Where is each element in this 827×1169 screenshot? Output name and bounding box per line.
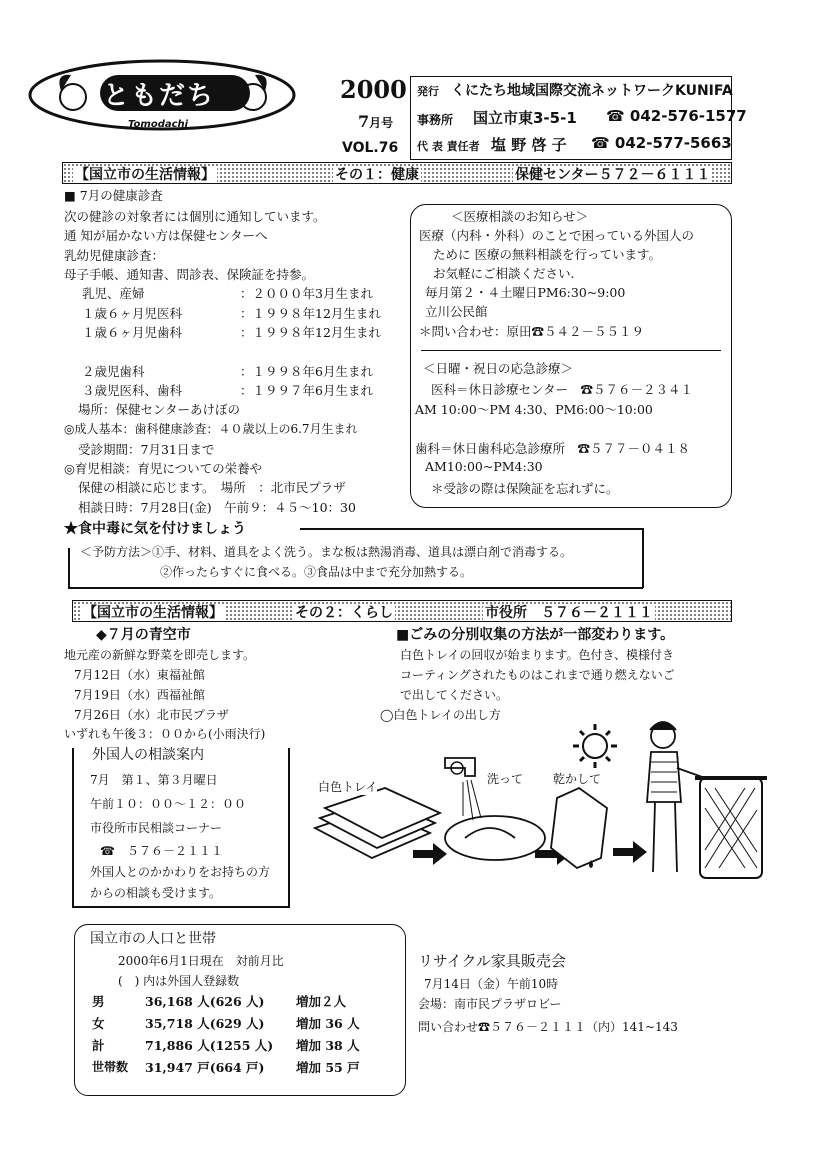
population-change: 増加２人 [296,994,347,1009]
garbage-title: ■ごみの分別収集の方法が一部変わります。 [396,627,675,643]
food-line: ②作ったらすぐに食べる。③食品は中まで充分加熱する。 [160,565,473,579]
publisher-box [410,76,747,160]
food-box-left [68,548,70,588]
schedule-value: ：１９９８年6月生まれ [240,364,373,379]
consult-line: 7月 第１、第３月曜日 [90,773,218,787]
illus-label-tray: 白色トレイ [318,780,378,794]
holiday-line: AM 10:00～PM 4:30、PM6:00～10:00 [415,402,653,417]
tray-note: ◯白色トレイの出し方 [380,708,501,722]
holiday-title: ＜日曜・祝日の応急診療＞ [423,361,574,376]
health-line: 次の健診の対象者には個別に通知しています。 [64,209,326,224]
schedule-label: 乳児、産婦 [82,286,145,301]
medical-line: 医療（内科・外科）のことで困っている外国人の [419,228,695,243]
garbage-line: で出してください。 [400,688,509,702]
population-value: 36,168 人(626 人) [145,994,265,1009]
health-place: 場所：保健センターあけぼの [78,402,241,417]
child-consult: 保健の相談に応じます。 場所 ：北市民プラザ [78,480,346,495]
schedule-label: １歳６ヶ月児医科 [82,306,183,321]
health-line: 母子手帳、通知書、問診表、保険証を持参。 [64,267,315,282]
population-value: 31,947 戸(664 戸) [145,1060,265,1075]
consult-title: 外国人の相談案内 [92,747,204,763]
publisher-name: くにたち地域国際交流ネットワークKUNIFA [451,83,733,99]
market-title: ◆７月の青空市 [96,627,191,643]
section1-band-part: その１：健康 [335,167,419,183]
tray-illustration [295,718,775,888]
schedule-label: １歳６ヶ月児歯科 [82,325,183,340]
child-consult: ◎育児相談：育児についての栄養や [64,461,263,476]
medical-title: ＜医療相談のお知らせ＞ [451,209,589,224]
office-address: 国立市東3-5-1 [473,109,577,127]
population-label: 男 [92,994,105,1009]
schedule-label: ３歳児医科、歯科 [82,383,183,398]
population-note: ( ) 内は外国人登録数 [118,974,240,988]
schedule-value: ：１９９８年12月生まれ [240,325,381,340]
adult-checkup: ◎成人基本：歯科健康診査：４０歳以上の6.7月生まれ [64,422,358,436]
market-item: 7月12日（水）東福祉館 [74,668,205,682]
population-label: 世帯数 [92,1060,129,1074]
section2-band-title: 【国立市の生活情報】 [83,605,223,621]
food-title: ★食中毒に気を付けましょう [64,521,246,537]
schedule-value: ：２０００年3月生まれ [240,286,373,301]
consult-box-right [288,748,290,908]
population-label: 女 [92,1016,105,1031]
population-label: 計 [92,1038,105,1053]
holiday-line: 医科＝休日診療センター ☎５７６－２３４１ [431,382,694,397]
illus-label-wash: 洗って [487,772,524,786]
health-line: 乳幼児健康診査： [64,248,165,263]
garbage-line: 白色トレイの回収が始まります。色付き、模様付き [400,648,674,662]
market-item: 7月26日（水）北市民プラザ [74,708,229,722]
schedule-label: ２歳児歯科 [82,364,145,379]
population-change: 増加 38 人 [296,1038,360,1053]
issue-volume: VOL.76 [342,140,399,156]
consult-line: 市役所市民相談コーナー [90,821,223,835]
recycle-place: 会場：南市民プラザロビー [418,997,562,1011]
market-intro: 地元産の新鮮な野菜を即売します。 [64,648,256,662]
population-value: 71,886 人(1255 人) [145,1038,274,1053]
logo-subtitle: Tomodachi [128,119,189,130]
food-line: ＜予防方法＞①手、材料、道具をよく洗う。まな板は熱湯消毒、道具は漂白剤で消毒する。 [80,545,573,559]
health-line: 通 知が届かない方は保健センターへ [64,228,268,243]
holiday-line: AM10:00~PM4:30 [425,459,543,474]
adult-period: 受診期間：7月31日まで [78,442,215,457]
consult-box-bottom [72,906,290,908]
tray-drawing [295,718,775,888]
schedule-value: ：１９９７年6月生まれ [240,383,373,398]
logo-text: ともだち [103,81,216,111]
medical-line: 立川公民館 [425,304,488,319]
medical-line: 毎月第２・４土曜日PM6:30~9:00 [425,285,626,300]
schedule-value: ：１９９８年12月生まれ [240,306,381,321]
illus-label-dry: 乾かして [553,772,602,786]
consult-phone: ☎ ５７６－２１１１ [100,844,223,858]
divider [421,350,721,351]
section2-band-contact: 市役所 ５７６－２１１１ [485,605,653,621]
rep-label: 代 表 責任者 [417,140,480,153]
section1-band-contact: 保健センター５７２－６１１１ [515,167,711,183]
food-title-rule [300,528,642,530]
section2-band [72,600,732,622]
food-box-right [642,528,644,588]
rep-phone: ☎ 042-577-5663 [591,134,732,152]
section1-band [62,162,732,184]
medical-box [410,204,732,508]
consult-line: 午前１０：００～１２：００ [90,797,247,811]
publisher-label: 発行 [417,85,439,98]
population-date: 2000年6月1日現在 対前月比 [118,954,284,968]
health-heading: ■ 7月の健康診査 [64,188,163,203]
issue-month: 7月号 [358,112,394,131]
market-item: 7月19日（水）西福祉館 [74,688,205,702]
recycle-date: 7月14日（金）午前10時 [424,977,559,991]
section2-band-part: その２：くらし [295,605,393,621]
garbage-line: コーティングされたものはこれまで通り燃えないご [400,668,675,682]
population-change: 増加 55 戸 [296,1060,360,1075]
child-consult-date: 相談日時：7月28日(金) 午前９：４５～10：30 [78,500,356,515]
population-value: 35,718 人(629 人) [145,1016,265,1031]
office-phone: ☎ 042-576-1577 [606,107,747,125]
population-change: 増加 36 人 [296,1016,360,1031]
recycle-contact: 問い合わせ☎５７６－２１１１（内）141~143 [418,1020,678,1034]
section1-band-title: 【国立市の生活情報】 [75,167,215,183]
medical-contact: ＊問い合わせ：原田☎５４２－５５１９ [419,324,645,339]
office-label: 事務所 [417,113,454,127]
rep-name: 塩 野 啓 子 [491,136,567,154]
recycle-title: リサイクル家具販売会 [418,952,566,970]
consult-line: 外国人とのかかわりをお持ちの方 [90,865,271,879]
issue-year: 2000 [340,75,407,104]
medical-line: お気軽にご相談ください. [433,266,575,281]
consult-line: からの相談も受けます。 [90,886,222,900]
food-box-bottom [68,587,643,589]
medical-line: ために 医療の無料相談を行っています。 [433,247,661,262]
market-note: いずれも午後３：００から(小雨決行) [64,727,266,741]
holiday-note: ＊受診の際は保険証を忘れずに。 [431,481,619,496]
consult-box-left [72,748,74,908]
population-title: 国立市の人口と世帯 [90,931,216,947]
holiday-line: 歯科＝休日歯科応急診療所 ☎５７７－０４１８ [415,441,691,456]
